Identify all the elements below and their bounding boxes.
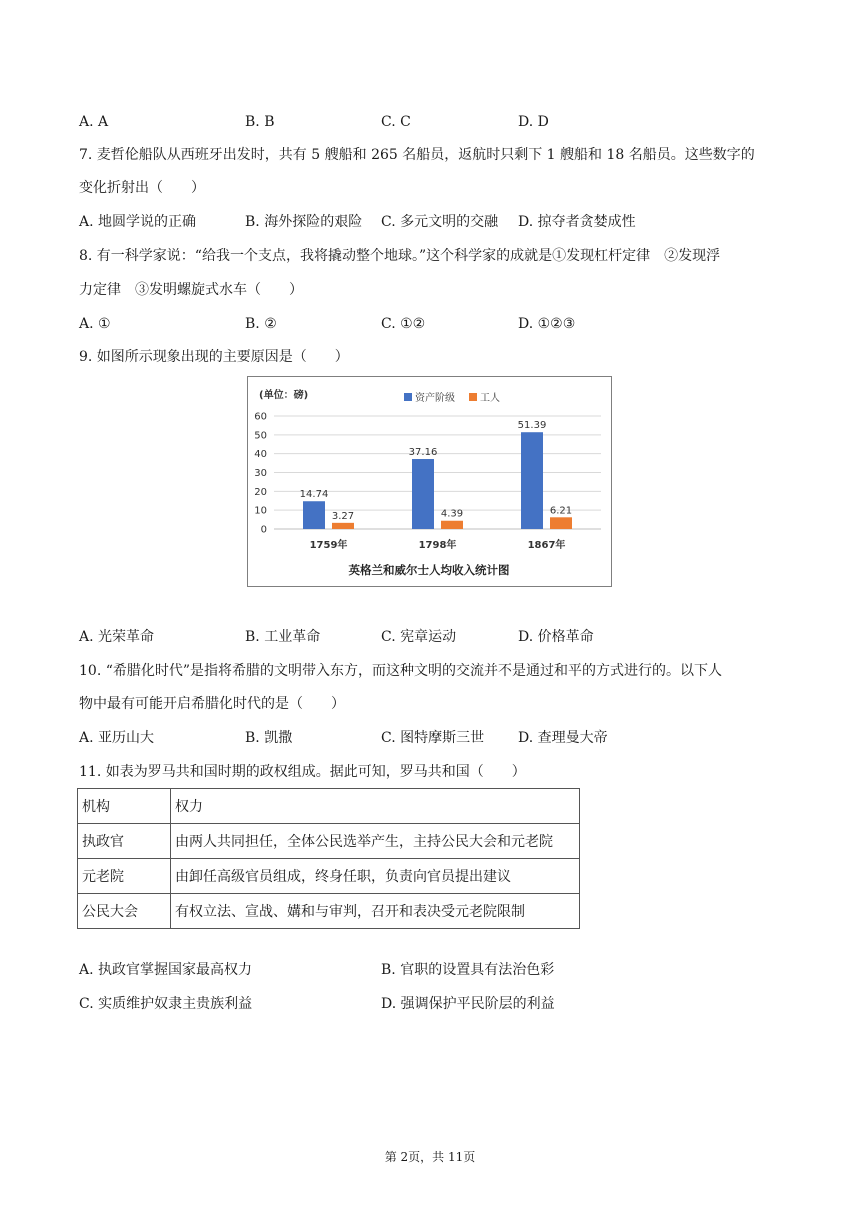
- table-cell: 公民大会: [78, 894, 171, 929]
- q8-options: [79, 314, 799, 334]
- x-tick-label: 1867年: [527, 540, 566, 551]
- table-header-cell: 机构: [78, 789, 171, 824]
- q8-option-b: B. ②: [245, 316, 277, 332]
- q7-stem-line2: 变化折射出（ ）: [79, 180, 205, 196]
- q11-options-row2: [79, 994, 799, 1014]
- chart-title: 英格兰和威尔士人均收入统计图: [348, 563, 510, 577]
- rome-government-table: [77, 788, 580, 929]
- q8-option-d: D. ①②③: [518, 316, 576, 332]
- q6-option-a: A. A: [79, 114, 109, 130]
- legend-label-bourgeoisie: 资产阶级: [415, 393, 455, 404]
- q10-option-c: C. 图特摩斯三世: [381, 730, 485, 746]
- table-cell: 由卸任高级官员组成，终身任职，负责向官员提出建议: [171, 859, 580, 894]
- income-bar-chart: [247, 376, 612, 587]
- q11-option-a: A. 执政官掌握国家最高权力: [79, 962, 253, 978]
- table-cell: 元老院: [78, 859, 171, 894]
- y-tick-label: 40: [254, 449, 267, 461]
- q10-stem-line2: 物中最有可能开启希腊化时代的是（ ）: [79, 696, 345, 712]
- bar-workers: [441, 521, 463, 529]
- table-cell: 执政官: [78, 824, 171, 859]
- x-tick-label: 1798年: [418, 540, 457, 551]
- legend-label-workers: 工人: [480, 393, 500, 404]
- q7-stem-line1: 7. 麦哲伦船队从西班牙出发时，共有 5 艘船和 265 名船员，返航时只剩下 1 艘船和 18 名船员。这些数字的: [79, 147, 755, 163]
- legend-swatch-bourgeoisie: [404, 393, 412, 401]
- bar-value-label: 51.39: [517, 420, 547, 432]
- y-tick-label: 0: [260, 524, 267, 536]
- table-header-row: [78, 789, 580, 824]
- q10-option-d: D. 查理曼大帝: [518, 730, 608, 746]
- bar-value-label: 4.39: [440, 508, 464, 520]
- q7-option-c: C. 多元文明的交融: [381, 214, 499, 230]
- bar-value-label: 37.16: [408, 447, 438, 459]
- q10-option-b: B. 凯撒: [245, 730, 293, 746]
- q11-options-row1: [79, 960, 799, 980]
- y-tick-label: 50: [254, 430, 267, 442]
- q11-option-c: C. 实质维护奴隶主贵族利益: [79, 996, 253, 1012]
- table-row: [78, 894, 580, 929]
- chart-unit-label: (单位：磅): [259, 390, 309, 401]
- y-tick-label: 10: [254, 505, 267, 517]
- q6-option-c: C. C: [381, 114, 411, 130]
- q10-options: [79, 728, 799, 748]
- bar-workers: [332, 523, 354, 529]
- q8-stem-line2: 力定律 ③发明螺旋式水车（ ）: [79, 282, 303, 298]
- bar-value-label: 6.21: [549, 505, 573, 517]
- q11-option-b: B. 官职的设置具有法治色彩: [381, 962, 555, 978]
- q7-option-a: A. 地圆学说的正确: [79, 214, 197, 230]
- q7-options: [79, 212, 799, 232]
- table-cell: 有权立法、宣战、媾和与审判，召开和表决受元老院限制: [171, 894, 580, 929]
- q9-stem: 9. 如图所示现象出现的主要原因是（ ）: [79, 349, 349, 365]
- q9-options: [79, 627, 799, 647]
- q9-option-d: D. 价格革命: [518, 629, 594, 645]
- bar-bourgeoisie: [521, 432, 543, 529]
- q11-stem: 11. 如表为罗马共和国时期的政权组成。据此可知，罗马共和国（ ）: [79, 764, 526, 780]
- bar-workers: [550, 517, 572, 529]
- page-footer: 第 2页，共 11页: [384, 1150, 476, 1164]
- q11-option-d: D. 强调保护平民阶层的利益: [381, 996, 555, 1012]
- q7-option-d: D. 掠夺者贪婪成性: [518, 214, 636, 230]
- y-tick-label: 60: [254, 411, 267, 423]
- q10-stem-line1: 10. “希腊化时代”是指将希腊的文明带入东方，而这种文明的交流并不是通过和平的方式进行的。以下人: [79, 663, 723, 679]
- q7-option-b: B. 海外探险的艰险: [245, 214, 363, 230]
- bar-value-label: 14.74: [299, 489, 329, 501]
- q6-option-b: B. B: [245, 114, 275, 130]
- x-tick-label: 1759年: [309, 540, 348, 551]
- bar-bourgeoisie: [303, 501, 325, 529]
- table-cell: 由两人共同担任，全体公民选举产生，主持公民大会和元老院: [171, 824, 580, 859]
- q9-option-b: B. 工业革命: [245, 629, 321, 645]
- bar-bourgeoisie: [412, 459, 434, 529]
- q6-option-d: D. D: [518, 114, 549, 130]
- q8-option-c: C. ①②: [381, 316, 426, 332]
- bar-value-label: 3.27: [331, 510, 355, 522]
- table-header-cell: 权力: [171, 789, 580, 824]
- table-row: [78, 859, 580, 894]
- q9-option-c: C. 宪章运动: [381, 629, 457, 645]
- q8-stem-line1: 8. 有一科学家说：“给我一个支点，我将撬动整个地球。”这个科学家的成就是①发现杠杆定律 ②发现浮: [79, 248, 721, 264]
- y-tick-label: 20: [254, 486, 267, 498]
- y-tick-label: 30: [254, 468, 267, 479]
- q9-option-a: A. 光荣革命: [79, 629, 155, 645]
- table-row: [78, 824, 580, 859]
- q8-option-a: A. ①: [79, 316, 111, 332]
- q10-option-a: A. 亚历山大: [79, 730, 155, 746]
- legend-swatch-workers: [469, 393, 477, 401]
- q6-options: [79, 112, 799, 132]
